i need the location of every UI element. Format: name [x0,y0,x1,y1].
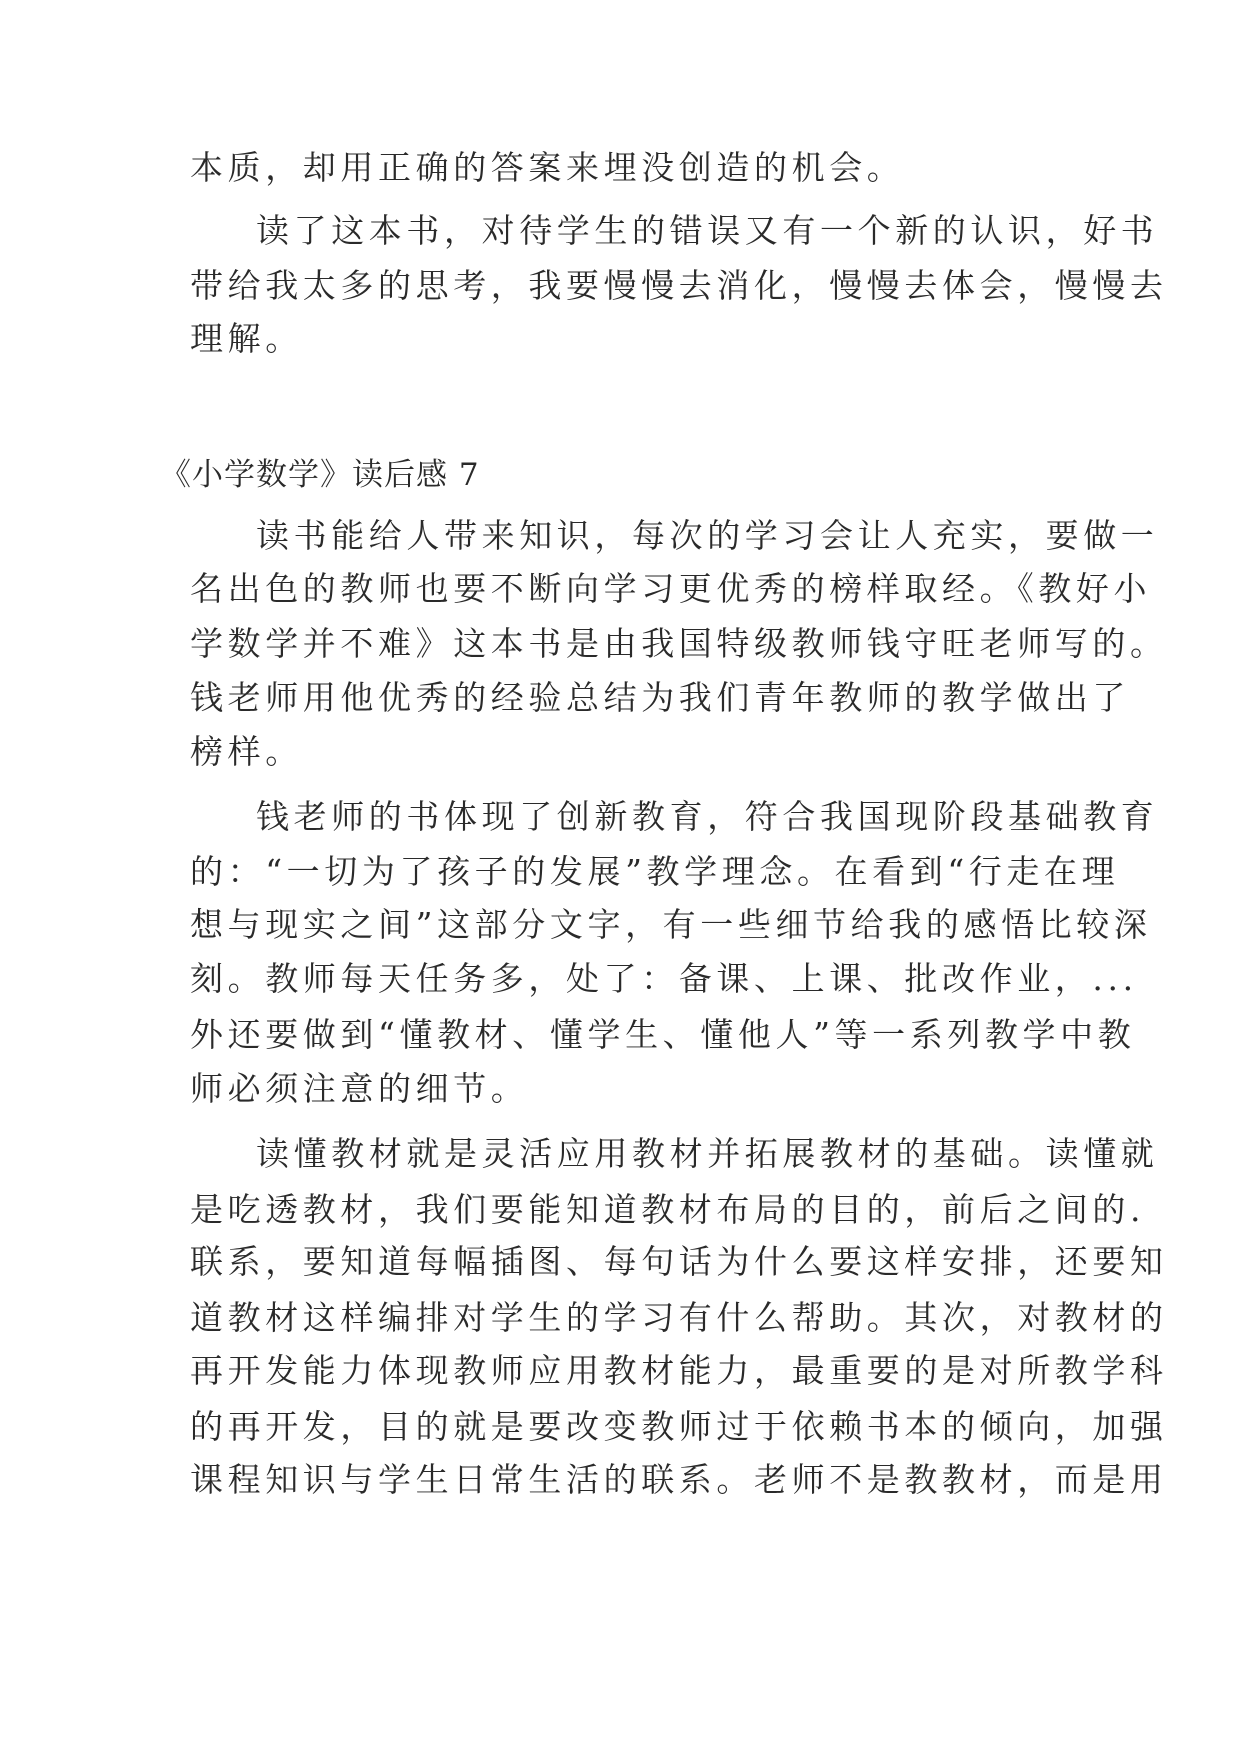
text-line: 想与现实之间”这部分文字，有一些细节给我的感悟比较深 [190,905,1152,944]
text-line: 的再开发，目的就是要改变教师过于依赖书本的倾向，加强 [190,1407,1168,1446]
text-line: 外还要做到“懂教材、懂学生、懂他人”等一系列教学中教 [190,1015,1136,1054]
text-line: 钱老师用他优秀的经验总结为我们青年教师的教学做出了 [190,678,1130,717]
text-line: 读懂教材就是灵活应用教材并拓展教材的基础。读懂就 [256,1134,1159,1173]
text-line: 再开发能力体现教师应用教材能力，最重要的是对所教学科 [190,1351,1168,1390]
text-line: 钱老师的书体现了创新教育，符合我国现阶段基础教育 [256,797,1159,836]
text-line: 读了这本书，对待学生的错误又有一个新的认识，好书 [256,211,1159,250]
text-line: 读书能给人带来知识，每次的学习会让人充实，要做一 [256,516,1159,555]
text-line: 理解。 [190,319,303,358]
text-line: 刻。教师每天任务多，处了：备课、上课、批改作业，... [190,959,1138,998]
text-line: 带给我太多的思考，我要慢慢去消化，慢慢去体会，慢慢去 [190,266,1168,305]
text-line: 本质，却用正确的答案来埋没创造的机会。 [190,148,905,187]
text-line: 学数学并不难》这本书是由我国特级教师钱守旺老师写的。 [190,624,1168,663]
text-line: 课程知识与学生日常生活的联系。老师不是教教材，而是用 [190,1460,1168,1499]
section-title: 《小学数学》读后感 7 [160,457,480,493]
text-line: 联系，要知道每幅插图、每句话为什么要这样安排，还要知 [190,1242,1168,1281]
text-line: 师必须注意的细节。 [190,1069,529,1108]
text-line: 道教材这样编排对学生的学习有什么帮助。其次，对教材的 [190,1298,1168,1337]
text-line: 名出色的教师也要不断向学习更优秀的榜样取经。《教好小 [190,569,1152,608]
text-line: 是吃透教材，我们要能知道教材布局的目的，前后之间的. [190,1190,1146,1229]
text-line: 榜样。 [190,732,303,771]
text-line: 的：“一切为了孩子的发展”教学理念。在看到“行走在理 [190,852,1120,891]
